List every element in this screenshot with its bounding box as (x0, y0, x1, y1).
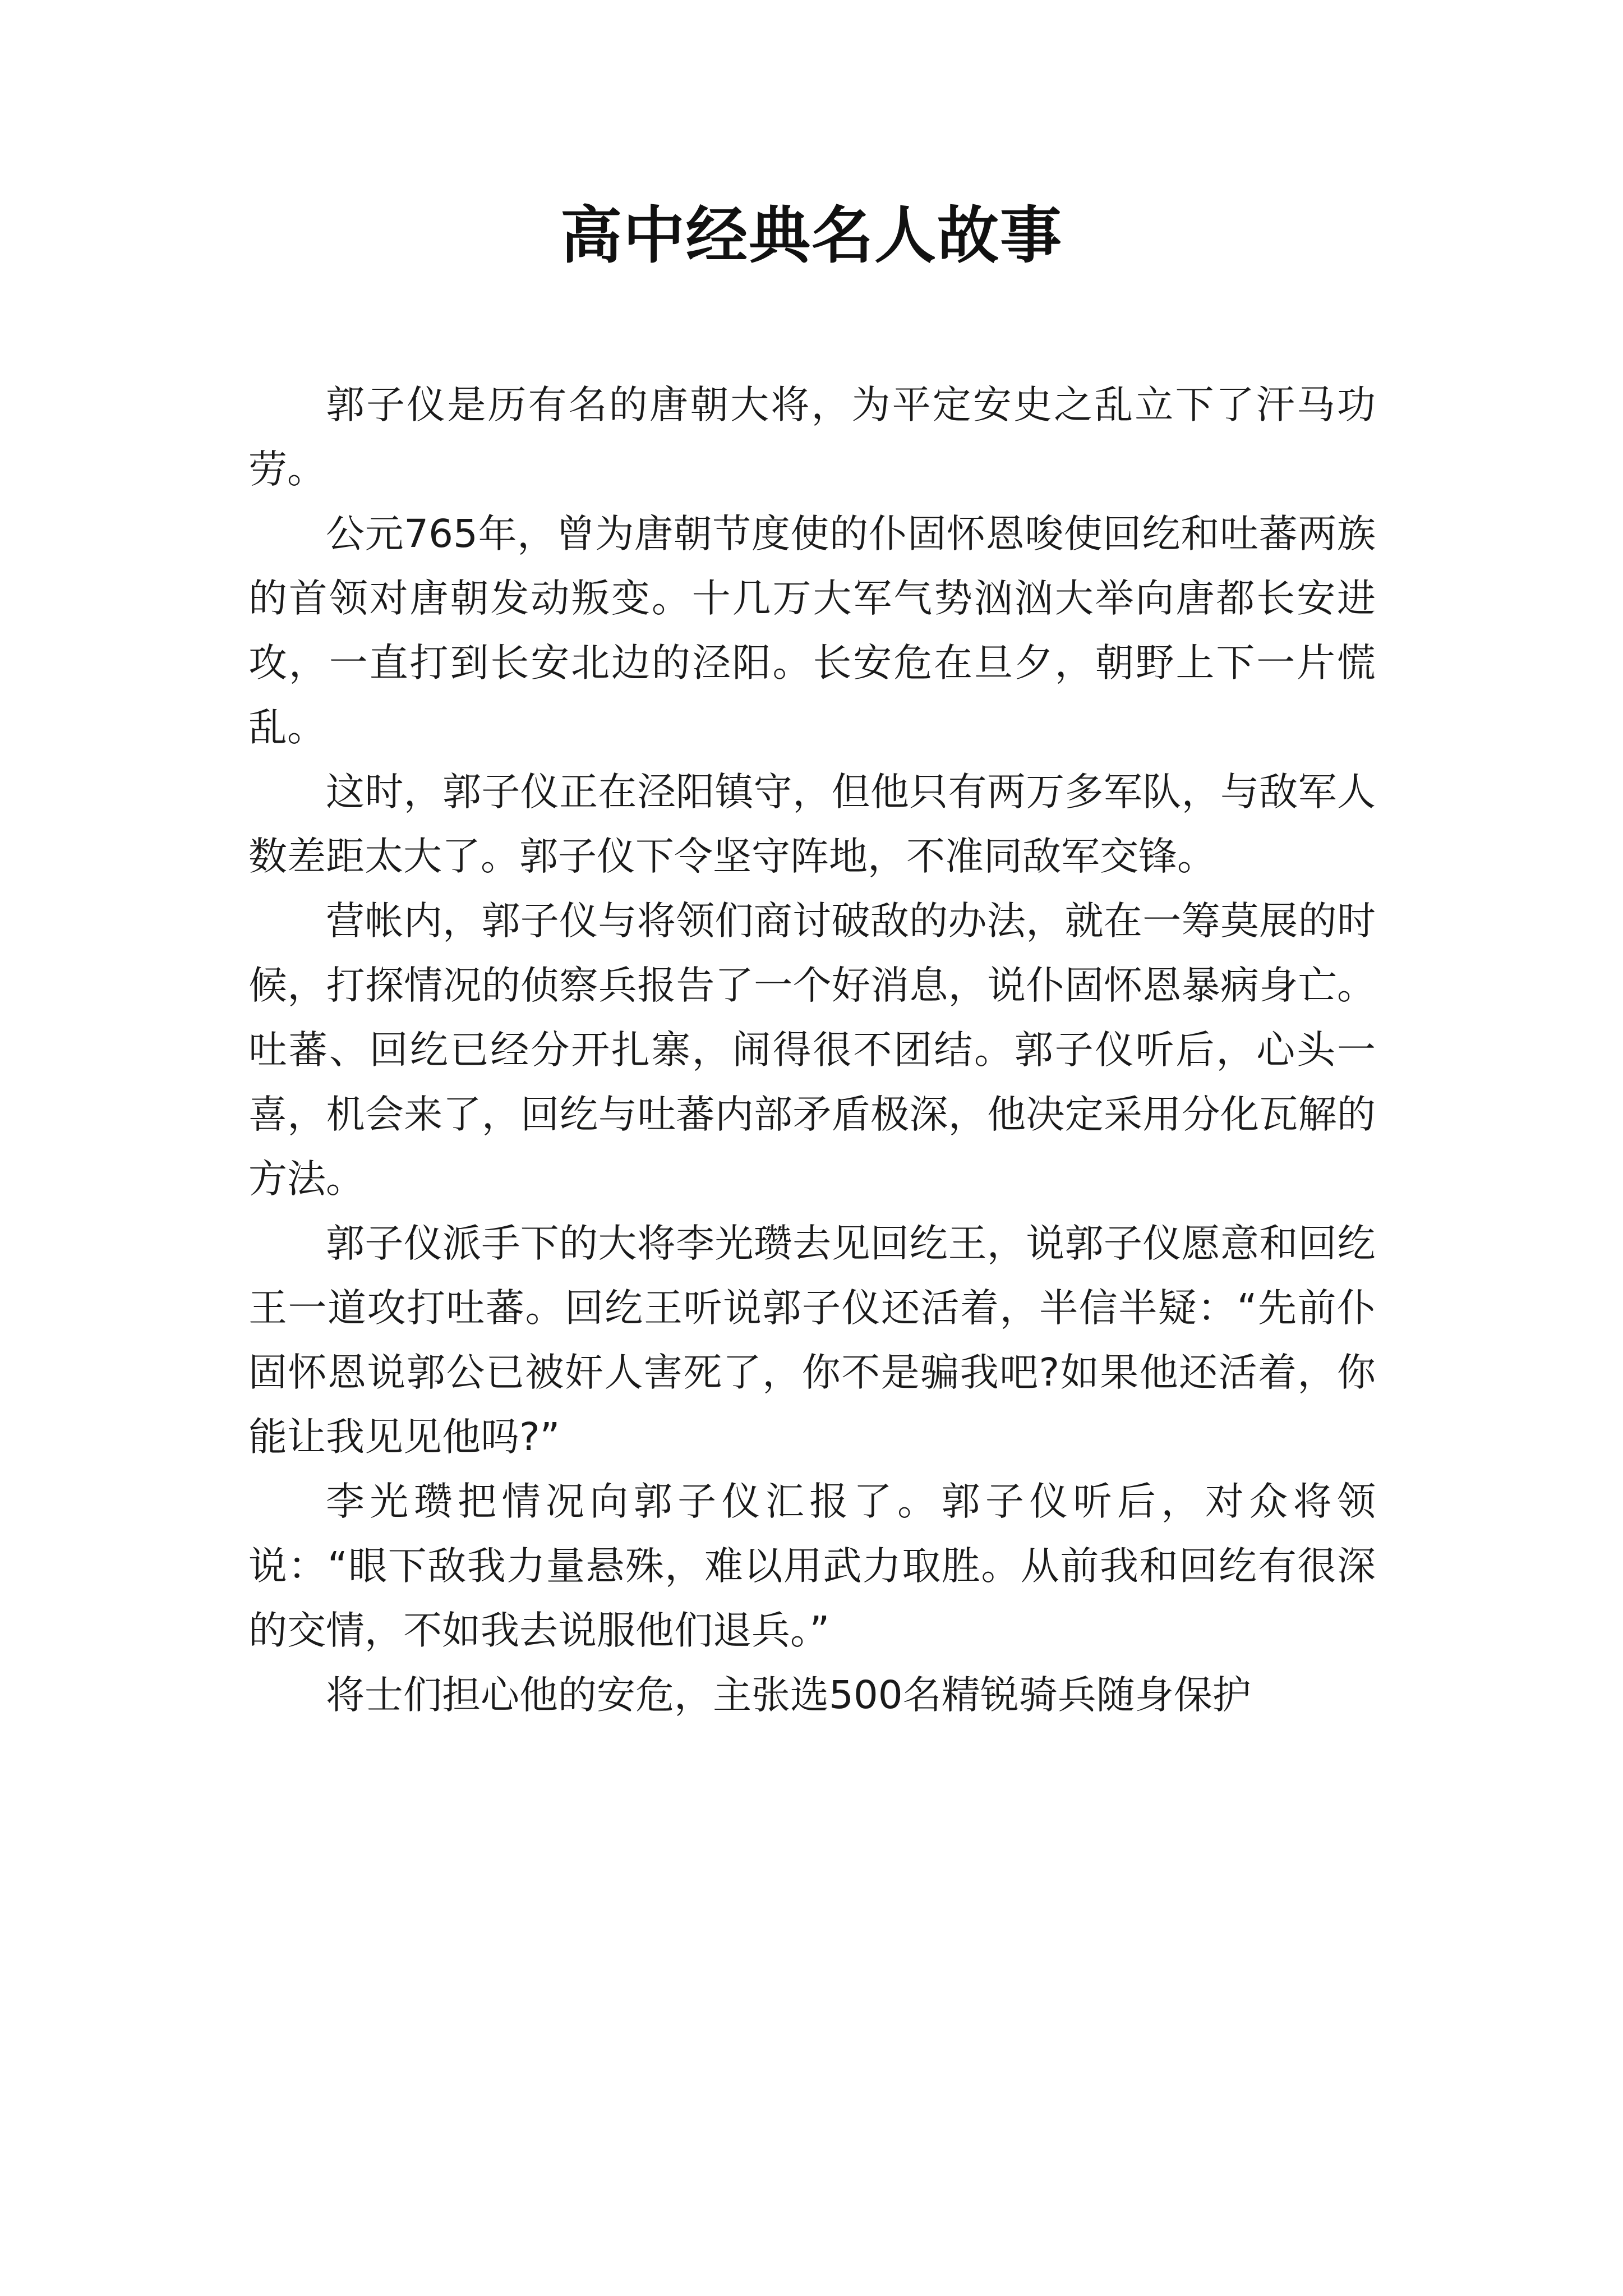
paragraph-3: 这时，郭子仪正在泾阳镇守，但他只有两万多军队，与敌军人数差距太大了。郭子仪下令坚守阵地，不准同敌军交锋。 (248, 770, 1376, 879)
paragraph-2: 公元765年，曾为唐朝节度使的仆固怀恩唆使回纥和吐蕃两族的首领对唐朝发动叛变。十几万大军气势汹汹大举向唐都长安进攻，一直打到长安北边的泾阳。长安危在旦夕，朝野上下一片慌乱。 (248, 512, 1376, 750)
document-title: 高中经典名人故事 (560, 199, 1063, 272)
document-body (248, 373, 1376, 1728)
paragraph-5: 郭子仪派手下的大将李光瓒去见回纥王，说郭子仪愿意和回纥王一道攻打吐蕃。回纥王听说郭子仪还活着，半信半疑：“先前仆固怀恩说郭公已被奸人害死了，你不是骗我吧?如果他还活着，你能让我见见他吗?” (248, 1221, 1376, 1460)
paragraph-6: 李光瓒把情况向郭子仪汇报了。郭子仪听后，对众将领说：“眼下敌我力量悬殊，难以用武力取胜。从前我和回纥有很深的交情，不如我去说服他们退兵。” (248, 1479, 1376, 1653)
paragraph-1: 郭子仪是历有名的唐朝大将，为平定安史之乱立下了汗马功劳。 (248, 383, 1376, 492)
paragraph-7: 将士们担心他的安危，主张选500名精锐骑兵随身保护 (326, 1673, 1251, 1718)
paragraph-4: 营帐内，郭子仪与将领们商讨破敌的办法，就在一筹莫展的时候，打探情况的侦察兵报告了一个好消息，说仆固怀恩暴病身亡。吐蕃、回纥已经分开扎寨，闹得很不团结。郭子仪听后，心头一喜，机会来了，回纥与吐蕃内部矛盾极深，他决定采用分化瓦解的方法。 (248, 899, 1376, 1202)
